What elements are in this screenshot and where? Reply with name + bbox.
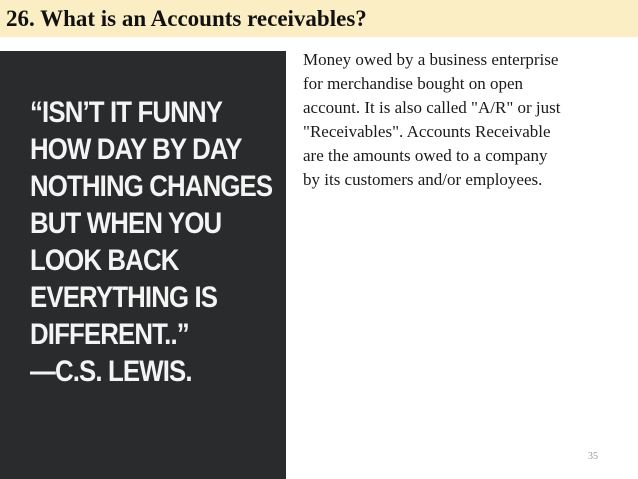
quote-line: HOW DAY BY DAY [30, 133, 242, 166]
quote-line: DIFFERENT..” [30, 318, 189, 351]
quote-line: NOTHING CHANGES [30, 170, 273, 203]
quote-line: BUT WHEN YOU [30, 207, 222, 240]
quote-attribution: —C.S. LEWIS. [30, 355, 192, 388]
quote-text [30, 94, 273, 390]
definition-line: account. It is also called "A/R" or just [303, 98, 561, 117]
quote-line: LOOK BACK [30, 244, 179, 277]
definition-line: are the amounts owed to a company [303, 146, 548, 165]
title-bar [0, 0, 638, 37]
definition-line: by its customers and/or employees. [303, 170, 543, 189]
definition-text [303, 48, 633, 192]
definition-line: "Receivables". Accounts Receivable [303, 122, 551, 141]
page-number: 35 [588, 451, 598, 462]
definition-line: Money owed by a business enterprise [303, 50, 559, 69]
slide-title: 26. What is an Accounts receivables? [6, 6, 367, 31]
quote-line: “ISN’T IT FUNNY [30, 96, 223, 129]
quote-image [0, 51, 286, 479]
definition-line: for merchandise bought on open [303, 74, 523, 93]
quote-line: EVERYTHING IS [30, 281, 218, 314]
